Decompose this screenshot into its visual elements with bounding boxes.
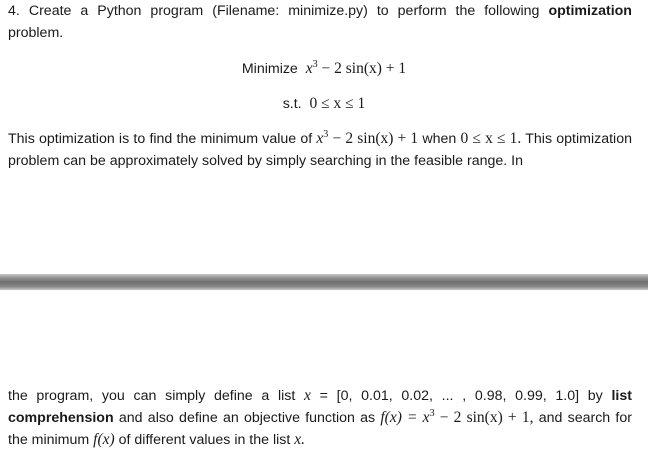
- list-definition: = [0, 0.01, 0.02, ... , 0.98, 0.99, 1.0] by: [310, 388, 603, 404]
- question-number: 4.: [8, 3, 20, 19]
- description-when: when: [422, 131, 457, 147]
- end-variable: x.: [294, 431, 306, 448]
- question-intro-end: problem.: [8, 25, 64, 41]
- question-header: [8, 0, 632, 44]
- question-intro: Create a Python program (Filename: minimize.py) to perform the following: [28, 3, 540, 19]
- description-paragraph: [8, 128, 632, 172]
- continuation-text-2: and also define an objective function as: [118, 410, 376, 426]
- objective-equation: [0, 58, 648, 80]
- continuation-text-4: of different values in the list: [118, 432, 291, 448]
- continuation-text-3: and search for the minimum: [8, 410, 632, 448]
- list-comprehension-bold: list comprehension: [8, 388, 632, 426]
- description-range: 0 ≤ x ≤ 1.: [460, 130, 522, 147]
- min-expression: f(x): [93, 431, 115, 448]
- question-intro-bold: optimization: [548, 3, 632, 19]
- description-expression: $x^3 - 2$ sin(x) + 1: [316, 129, 419, 147]
- continuation-text: the program, you can simply define a list: [8, 388, 296, 404]
- objective-function-expression: $f(x) = x^3 - 2$ sin(x) + 1,: [380, 408, 534, 426]
- constraint-equation: [0, 93, 648, 115]
- description-text-2: This optimization problem can be approximately solved by simply searching in the feasible range. In: [8, 131, 632, 169]
- description-text: This optimization is to find the minimum value of: [8, 131, 313, 147]
- page-break-divider: [0, 274, 648, 290]
- constraint-label: s.t.: [282, 96, 302, 112]
- list-variable: x: [304, 387, 311, 404]
- continuation-paragraph: [8, 385, 632, 451]
- objective-expression: $x^3 - 2$ sin(x) + 1: [305, 59, 407, 77]
- objective-label: Minimize: [241, 61, 298, 77]
- constraint-expression: 0 ≤ x ≤ 1: [309, 95, 366, 112]
